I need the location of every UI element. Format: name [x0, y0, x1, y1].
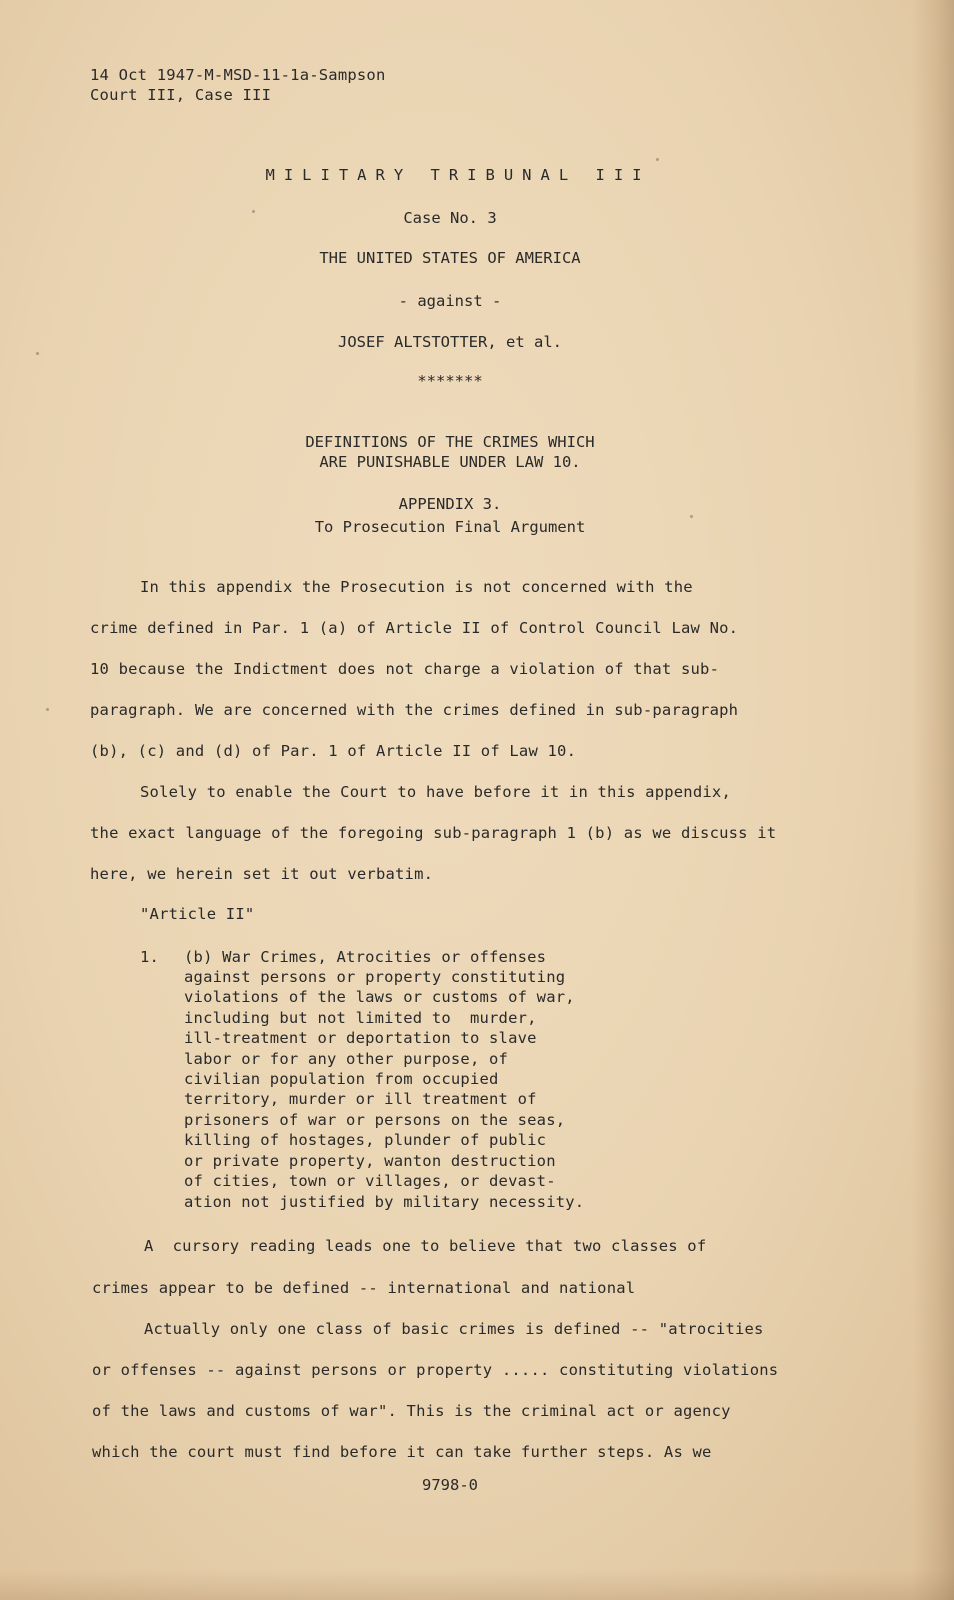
- paper-speck: [36, 352, 39, 355]
- appendix-subtitle: To Prosecution Final Argument: [314, 518, 586, 536]
- quote-line: labor or for any other purpose, of: [184, 1050, 509, 1068]
- separator-asterisks: *******: [417, 372, 483, 390]
- body-line: A cursory reading leads one to believe that two classes of: [144, 1237, 707, 1255]
- body-line: 10 because the Indictment does not charge a violation of that sub-: [90, 660, 720, 678]
- court-reference: Court III, Case III: [90, 86, 272, 104]
- title-line-2: ARE PUNISHABLE UNDER LAW 10.: [319, 453, 581, 471]
- page-edge-shadow: [912, 0, 954, 1600]
- versus-line: - against -: [398, 292, 502, 310]
- quote-line: against persons or property constituting: [184, 968, 566, 986]
- body-line: In this appendix the Prosecution is not concerned with the: [140, 578, 693, 596]
- quote-line: civilian population from occupied: [184, 1070, 499, 1088]
- defendants-name: JOSEF ALTSTOTTER, et al.: [338, 333, 562, 351]
- body-line: crime defined in Par. 1 (a) of Article II of Control Council Law No.: [90, 619, 739, 637]
- quote-number: 1.: [140, 948, 160, 966]
- title-line-1: DEFINITIONS OF THE CRIMES WHICH: [305, 433, 595, 451]
- quote-line: including but not limited to murder,: [184, 1009, 537, 1027]
- quote-line: or private property, wanton destruction: [184, 1152, 556, 1170]
- quote-line: of cities, town or villages, or devast-: [184, 1172, 556, 1190]
- body-line: crimes appear to be defined -- international and national: [92, 1279, 636, 1297]
- document-reference: 14 Oct 1947-M-MSD-11-1a-Sampson: [90, 66, 386, 84]
- body-line: the exact language of the foregoing sub-paragraph 1 (b) as we discuss it: [90, 824, 777, 842]
- plaintiff-name: THE UNITED STATES OF AMERICA: [319, 249, 581, 267]
- quote-line: ation not justified by military necessity.: [184, 1193, 585, 1211]
- quote-line: ill-treatment or deportation to slave: [184, 1029, 537, 1047]
- quote-line: violations of the laws or customs of war,: [184, 988, 575, 1006]
- quote-line: prisoners of war or persons on the seas,: [184, 1111, 566, 1129]
- quote-heading: "Article II": [140, 905, 255, 923]
- page-number: 9798-0: [422, 1476, 478, 1494]
- body-line: paragraph. We are concerned with the crimes defined in sub-paragraph: [90, 701, 739, 719]
- paper-speck: [656, 158, 659, 161]
- quote-line: (b) War Crimes, Atrocities or offenses: [184, 948, 547, 966]
- paper-speck: [46, 708, 49, 711]
- body-line: Actually only one class of basic crimes is defined -- "atrocities: [144, 1320, 764, 1338]
- page-bottom-shadow: [0, 1570, 954, 1600]
- appendix-label: APPENDIX 3.: [398, 495, 502, 513]
- case-number: Case No. 3: [403, 209, 497, 227]
- body-line: here, we herein set it out verbatim.: [90, 865, 434, 883]
- quote-line: killing of hostages, plunder of public: [184, 1131, 547, 1149]
- body-line: of the laws and customs of war". This is the criminal act or agency: [92, 1402, 731, 1420]
- body-line: or offenses -- against persons or property ..... constituting violations: [92, 1361, 779, 1379]
- body-line: which the court must find before it can take further steps. As we: [92, 1443, 712, 1461]
- body-line: Solely to enable the Court to have before it in this appendix,: [140, 783, 731, 801]
- body-line: (b), (c) and (d) of Par. 1 of Article II of Law 10.: [90, 742, 577, 760]
- quote-line: territory, murder or ill treatment of: [184, 1090, 537, 1108]
- tribunal-heading: MILITARY TRIBUNAL III: [265, 166, 651, 184]
